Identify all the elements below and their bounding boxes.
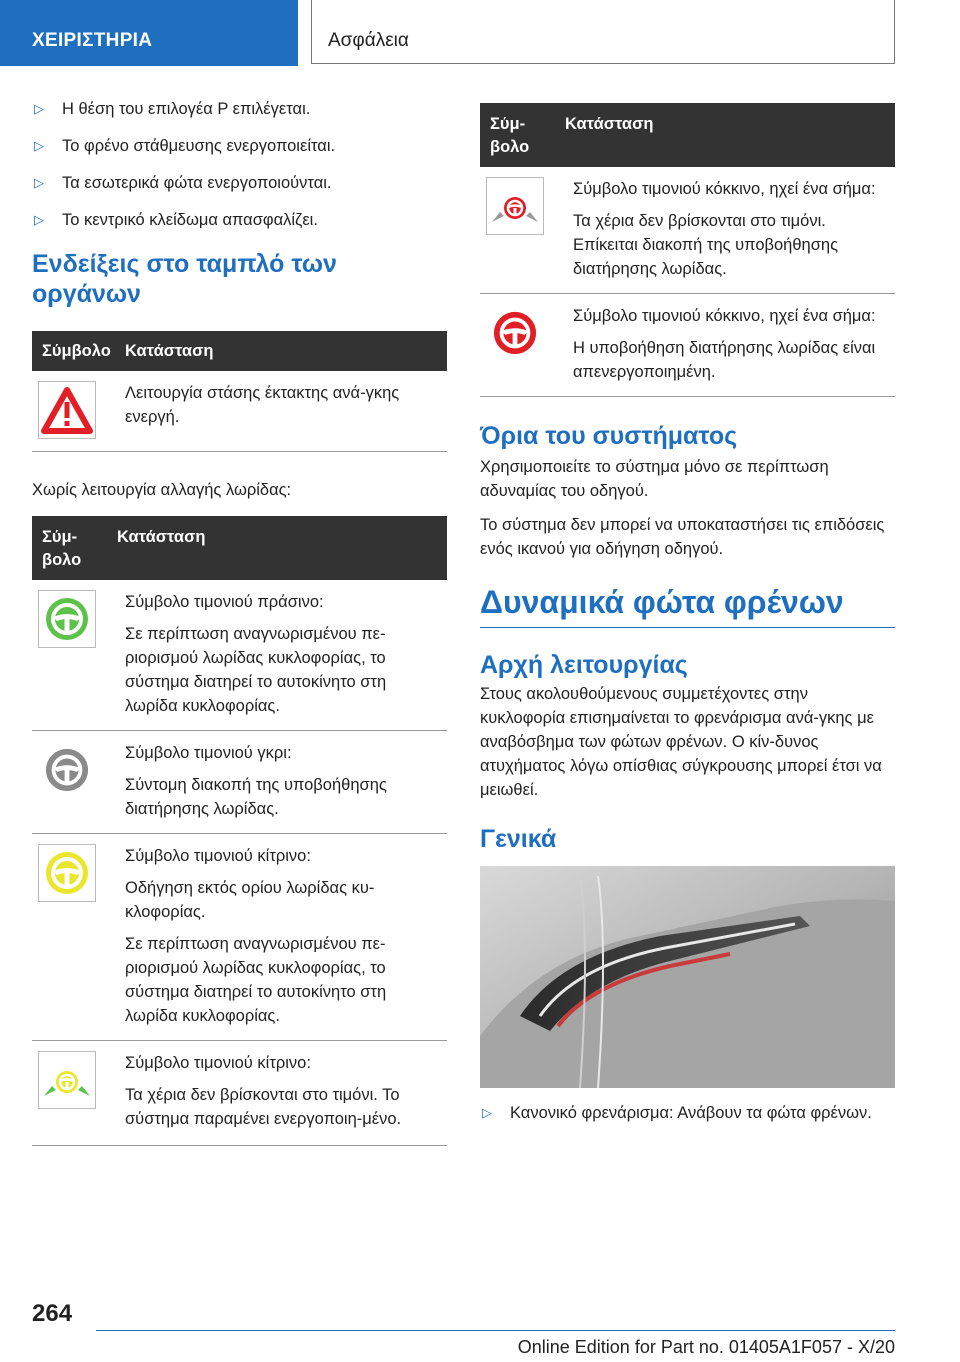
triangle-bullet-icon: ▷ [34,175,44,190]
table-header: Σύμ-βολο Κατάσταση [32,516,447,580]
list-item: ▷ Η θέση του επιλογέα P επιλέγεται. [34,100,311,118]
table-row: Σύμβολο τιμονιού κόκκινο, ηχεί ένα σήμα: Τα χέρια δεν βρίσκονται στο τιμόνι. Επίκειται διακοπή της υποβοήθησης διατήρησης λωρίδας. [480,167,895,294]
list-item: ▷ Κανονικό φρενάρισμα: Ανάβουν τα φώτα φρένων. [482,1104,872,1122]
table-row: Λειτουργία στάσης έκτακτης ανά-γκης ενεργή. [32,371,447,452]
limits-heading: Όρια του συστήματος [480,422,738,450]
triangle-bullet-icon: ▷ [34,138,44,153]
table-header: Σύμ-βολο Κατάσταση [480,103,895,167]
steering-wheel-green-icon [38,590,96,648]
table-row: Σύμβολο τιμονιού πράσινο: Σε περίπτωση αναγνωρισμένου πε-ριορισμού λωρίδας κυκλοφορίας, το σύστημα διατηρεί το αυτοκίνητο στη λωρίδα κυκλοφορίας. [32,580,447,731]
right-column [480,103,895,1139]
left-column [32,98,447,1146]
triangle-bullet-icon: ▷ [34,101,44,116]
triangle-bullet-icon: ▷ [482,1105,492,1120]
table-caption: Χωρίς λειτουργία αλλαγής λωρίδας: [32,481,292,499]
bullet-list [32,98,447,231]
hands-off-red-icon [486,177,544,235]
table-row: Σύμβολο τιμονιού κίτρινο: Τα χέρια δεν βρίσκονται στο τιμόνι. Το σύστημα παραμένει ενεργοποιη-μένο. [32,1041,447,1146]
list-item: ▷ Το φρένο στάθμευσης ενεργοποιείται. [34,137,336,155]
triangle-bullet-icon: ▷ [34,212,44,227]
lane-keeping-table-continued [480,103,895,397]
table-header: Σύμβολο Κατάσταση [32,331,447,371]
chapter-tab[interactable]: ΧΕΙΡΙΣΤΗΡΙΑ [0,0,298,66]
steering-wheel-yellow-icon [38,844,96,902]
tail-light-photo [480,866,895,1088]
table-row: Σύμβολο τιμονιού κόκκινο, ηχεί ένα σήμα: Η υποβοήθηση διατήρησης λωρίδας είναι απενεργοποιημένη. [480,294,895,397]
warning-triangle-icon [38,381,96,439]
steering-wheel-red-icon [486,304,544,362]
edition-footer: Online Edition for Part no. 01405A1F057 - X/20 [96,1330,895,1358]
list-item: ▷ Το κεντρικό κλείδωμα απασφαλίζει. [34,211,318,229]
page-number: 264 [32,1300,73,1327]
hands-off-yellow-icon [38,1051,96,1109]
limits-paragraph-1: Χρησιμοποιείτε το σύστημα μόνο σε περίπτωση αδυναμίας του οδηγού. [480,458,829,500]
limits-paragraph-2: Το σύστημα δεν μπορεί να υποκαταστήσει τις επιδόσεις ενός ικανού για οδήγηση οδηγού. [480,516,885,558]
section-title: Ασφάλεια [311,0,895,64]
chapter-heading: Δυναμικά φώτα φρένων [480,584,844,620]
principle-paragraph: Στους ακολουθούμενους συμμετέχοντες στην κυκλοφορία επισημαίνεται το φρενάρισμα ανά-γκης με αναβόσβημα των φώτων φρένων. Ο κίν-δυνος ατυχήματος λόγω οπίσθιας σύγκρουσης μπορεί έτσι να μειωθεί. [480,685,882,799]
table-row: Σύμβολο τιμονιού κίτρινο: Οδήγηση εκτός ορίου λωρίδας κυ-κλοφορίας. Σε περίπτωση αναγνωρισμένου πε-ριορισμού λωρίδας κυκλοφορίας, το σύστημα διατηρεί το αυτοκίνητο στη λωρίδα κυκλοφορίας. [32,834,447,1041]
list-item: ▷ Τα εσωτερικά φώτα ενεργοποιούνται. [34,174,332,192]
section-heading: Ενδείξεις στο ταμπλό των οργάνων [32,250,337,308]
steering-wheel-gray-icon [38,741,96,799]
lane-keeping-table [32,516,447,1146]
chapter-heading-rule [480,583,895,628]
indicator-table [32,331,447,452]
principle-heading: Αρχή λειτουργίας [480,651,688,679]
table-row: Σύμβολο τιμονιού γκρι: Σύντομη διακοπή της υποβοήθησης διατήρησης λωρίδας. [32,731,447,834]
general-heading: Γενικά [480,825,557,853]
page-header [0,0,960,66]
